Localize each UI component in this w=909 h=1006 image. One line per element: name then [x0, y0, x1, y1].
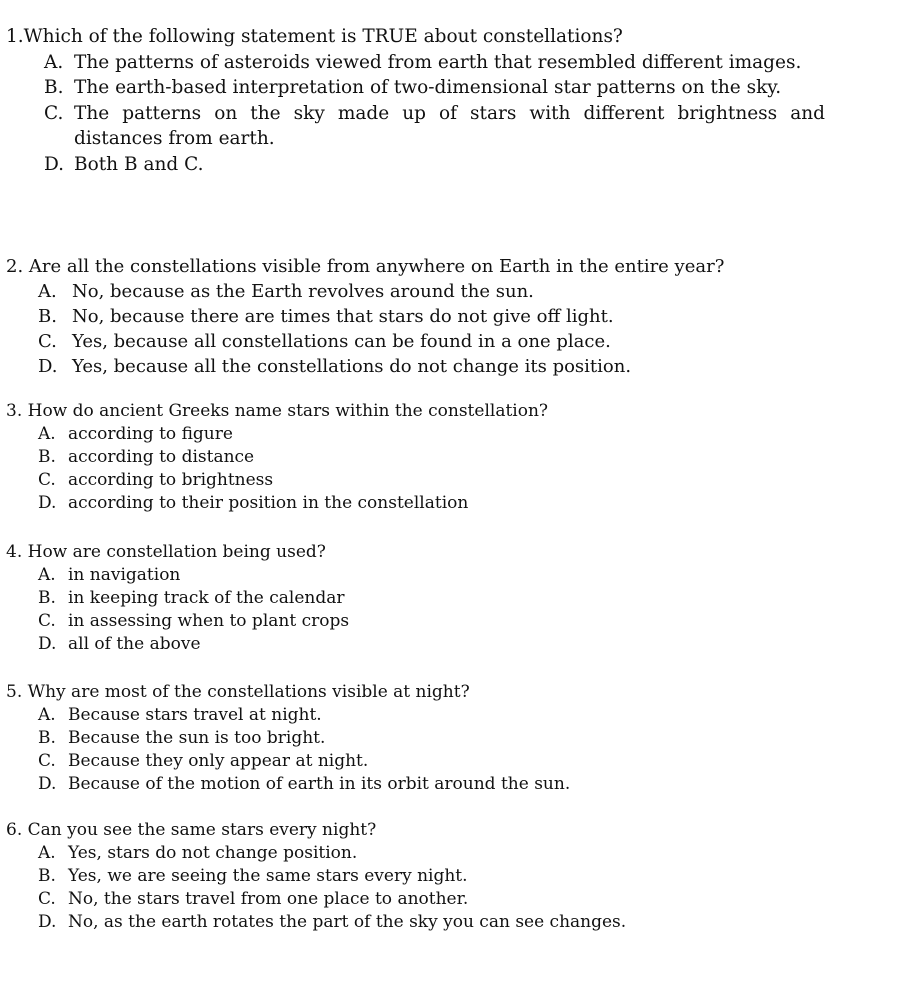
option-5c: [38, 750, 895, 773]
option-letter: B.: [44, 77, 64, 98]
option-6d: [38, 911, 895, 934]
option-letter: A.: [38, 424, 56, 444]
option-text: all of the above: [68, 634, 201, 654]
option-letter: C.: [38, 470, 56, 490]
question-1: [6, 24, 895, 177]
option-text: The patterns on the sky made up of stars with different brightness and distances from earth.: [74, 102, 825, 149]
question-5-options: [38, 704, 895, 796]
option-4d: [38, 633, 895, 656]
question-4: [6, 541, 895, 656]
option-letter: A.: [38, 705, 56, 725]
option-letter: C.: [38, 751, 56, 771]
option-letter: C.: [38, 611, 56, 631]
option-2d: [38, 354, 895, 379]
option-letter: C.: [44, 102, 64, 124]
option-text: Because the sun is too bright.: [68, 728, 326, 748]
option-text: Yes, because all constellations can be found in a one place.: [72, 331, 611, 352]
option-letter: C.: [38, 331, 57, 352]
option-1b: [44, 75, 895, 101]
option-2b: [38, 304, 895, 329]
option-3c: [38, 469, 895, 492]
option-text: according to distance: [68, 447, 255, 467]
option-letter: D.: [44, 153, 65, 175]
option-text: No, as the earth rotates the part of the sky you can see changes.: [68, 912, 627, 932]
option-4c: [38, 610, 895, 633]
option-text: Yes, because all the constellations do not change its position.: [72, 356, 632, 377]
option-4a: [38, 564, 895, 587]
option-6a: [38, 842, 895, 865]
option-letter: B.: [38, 447, 56, 467]
option-letter: A.: [44, 51, 64, 73]
option-text: Because stars travel at night.: [68, 705, 322, 725]
question-1-text: 1.Which of the following statement is TRUE about constellations?: [6, 26, 623, 47]
option-letter: C.: [38, 889, 56, 909]
option-text: Because of the motion of earth in its orbit around the sun.: [68, 774, 571, 794]
question-3-text: 3. How do ancient Greeks name stars within the constellation?: [6, 401, 549, 421]
question-2: [6, 254, 895, 379]
question-3-options: [38, 423, 895, 515]
question-5-text: 5. Why are most of the constellations visible at night?: [6, 682, 470, 702]
option-text: in assessing when to plant crops: [68, 611, 350, 631]
option-text: No, the stars travel from one place to another.: [68, 889, 469, 909]
option-text: according to figure: [68, 424, 233, 444]
option-letter: A.: [38, 565, 56, 585]
option-letter: B.: [38, 728, 56, 748]
option-letter: A.: [38, 843, 56, 863]
option-3a: [38, 423, 895, 446]
option-text: according to brightness: [68, 470, 274, 490]
option-text: No, because as the Earth revolves around the sun.: [72, 281, 534, 302]
option-text: The patterns of asteroids viewed from earth that resembled different images.: [74, 51, 802, 73]
question-4-options: [38, 564, 895, 656]
option-letter: B.: [38, 306, 57, 327]
option-letter: D.: [38, 634, 57, 654]
option-letter: D.: [38, 356, 58, 377]
option-4b: [38, 587, 895, 610]
option-3b: [38, 446, 895, 469]
option-letter: B.: [38, 588, 56, 608]
question-2-options: [38, 279, 895, 379]
option-1c: [44, 101, 895, 152]
option-6b: [38, 865, 895, 888]
option-letter: B.: [38, 866, 56, 886]
option-text: Yes, we are seeing the same stars every night.: [68, 866, 468, 886]
option-2c: [38, 329, 895, 354]
option-text: in navigation: [68, 565, 181, 585]
option-letter: D.: [38, 912, 57, 932]
option-5a: [38, 704, 895, 727]
option-6c: [38, 888, 895, 911]
option-1d: [44, 152, 895, 178]
option-2a: [38, 279, 895, 304]
option-5b: [38, 727, 895, 750]
question-6-options: [38, 842, 895, 934]
option-text: according to their position in the constellation: [68, 493, 469, 513]
option-letter: A.: [38, 281, 57, 302]
option-letter: D.: [38, 493, 57, 513]
option-text: Both B and C.: [74, 153, 204, 175]
option-text: No, because there are times that stars do not give off light.: [72, 306, 614, 327]
option-text: Yes, stars do not change position.: [68, 843, 358, 863]
option-text: The earth-based interpretation of two-dimensional star patterns on the sky.: [74, 77, 782, 98]
question-4-text: 4. How are constellation being used?: [6, 542, 326, 562]
question-6: [6, 819, 895, 934]
option-3d: [38, 492, 895, 515]
option-5d: [38, 773, 895, 796]
option-text: in keeping track of the calendar: [68, 588, 345, 608]
question-3: [6, 400, 895, 515]
question-6-text: 6. Can you see the same stars every night?: [6, 820, 377, 840]
question-2-text: 2. Are all the constellations visible from anywhere on Earth in the entire year?: [6, 256, 725, 277]
question-1-options: [44, 50, 895, 178]
option-letter: D.: [38, 774, 57, 794]
option-1a: [44, 50, 895, 76]
question-5: [6, 681, 895, 796]
option-text: Because they only appear at night.: [68, 751, 369, 771]
